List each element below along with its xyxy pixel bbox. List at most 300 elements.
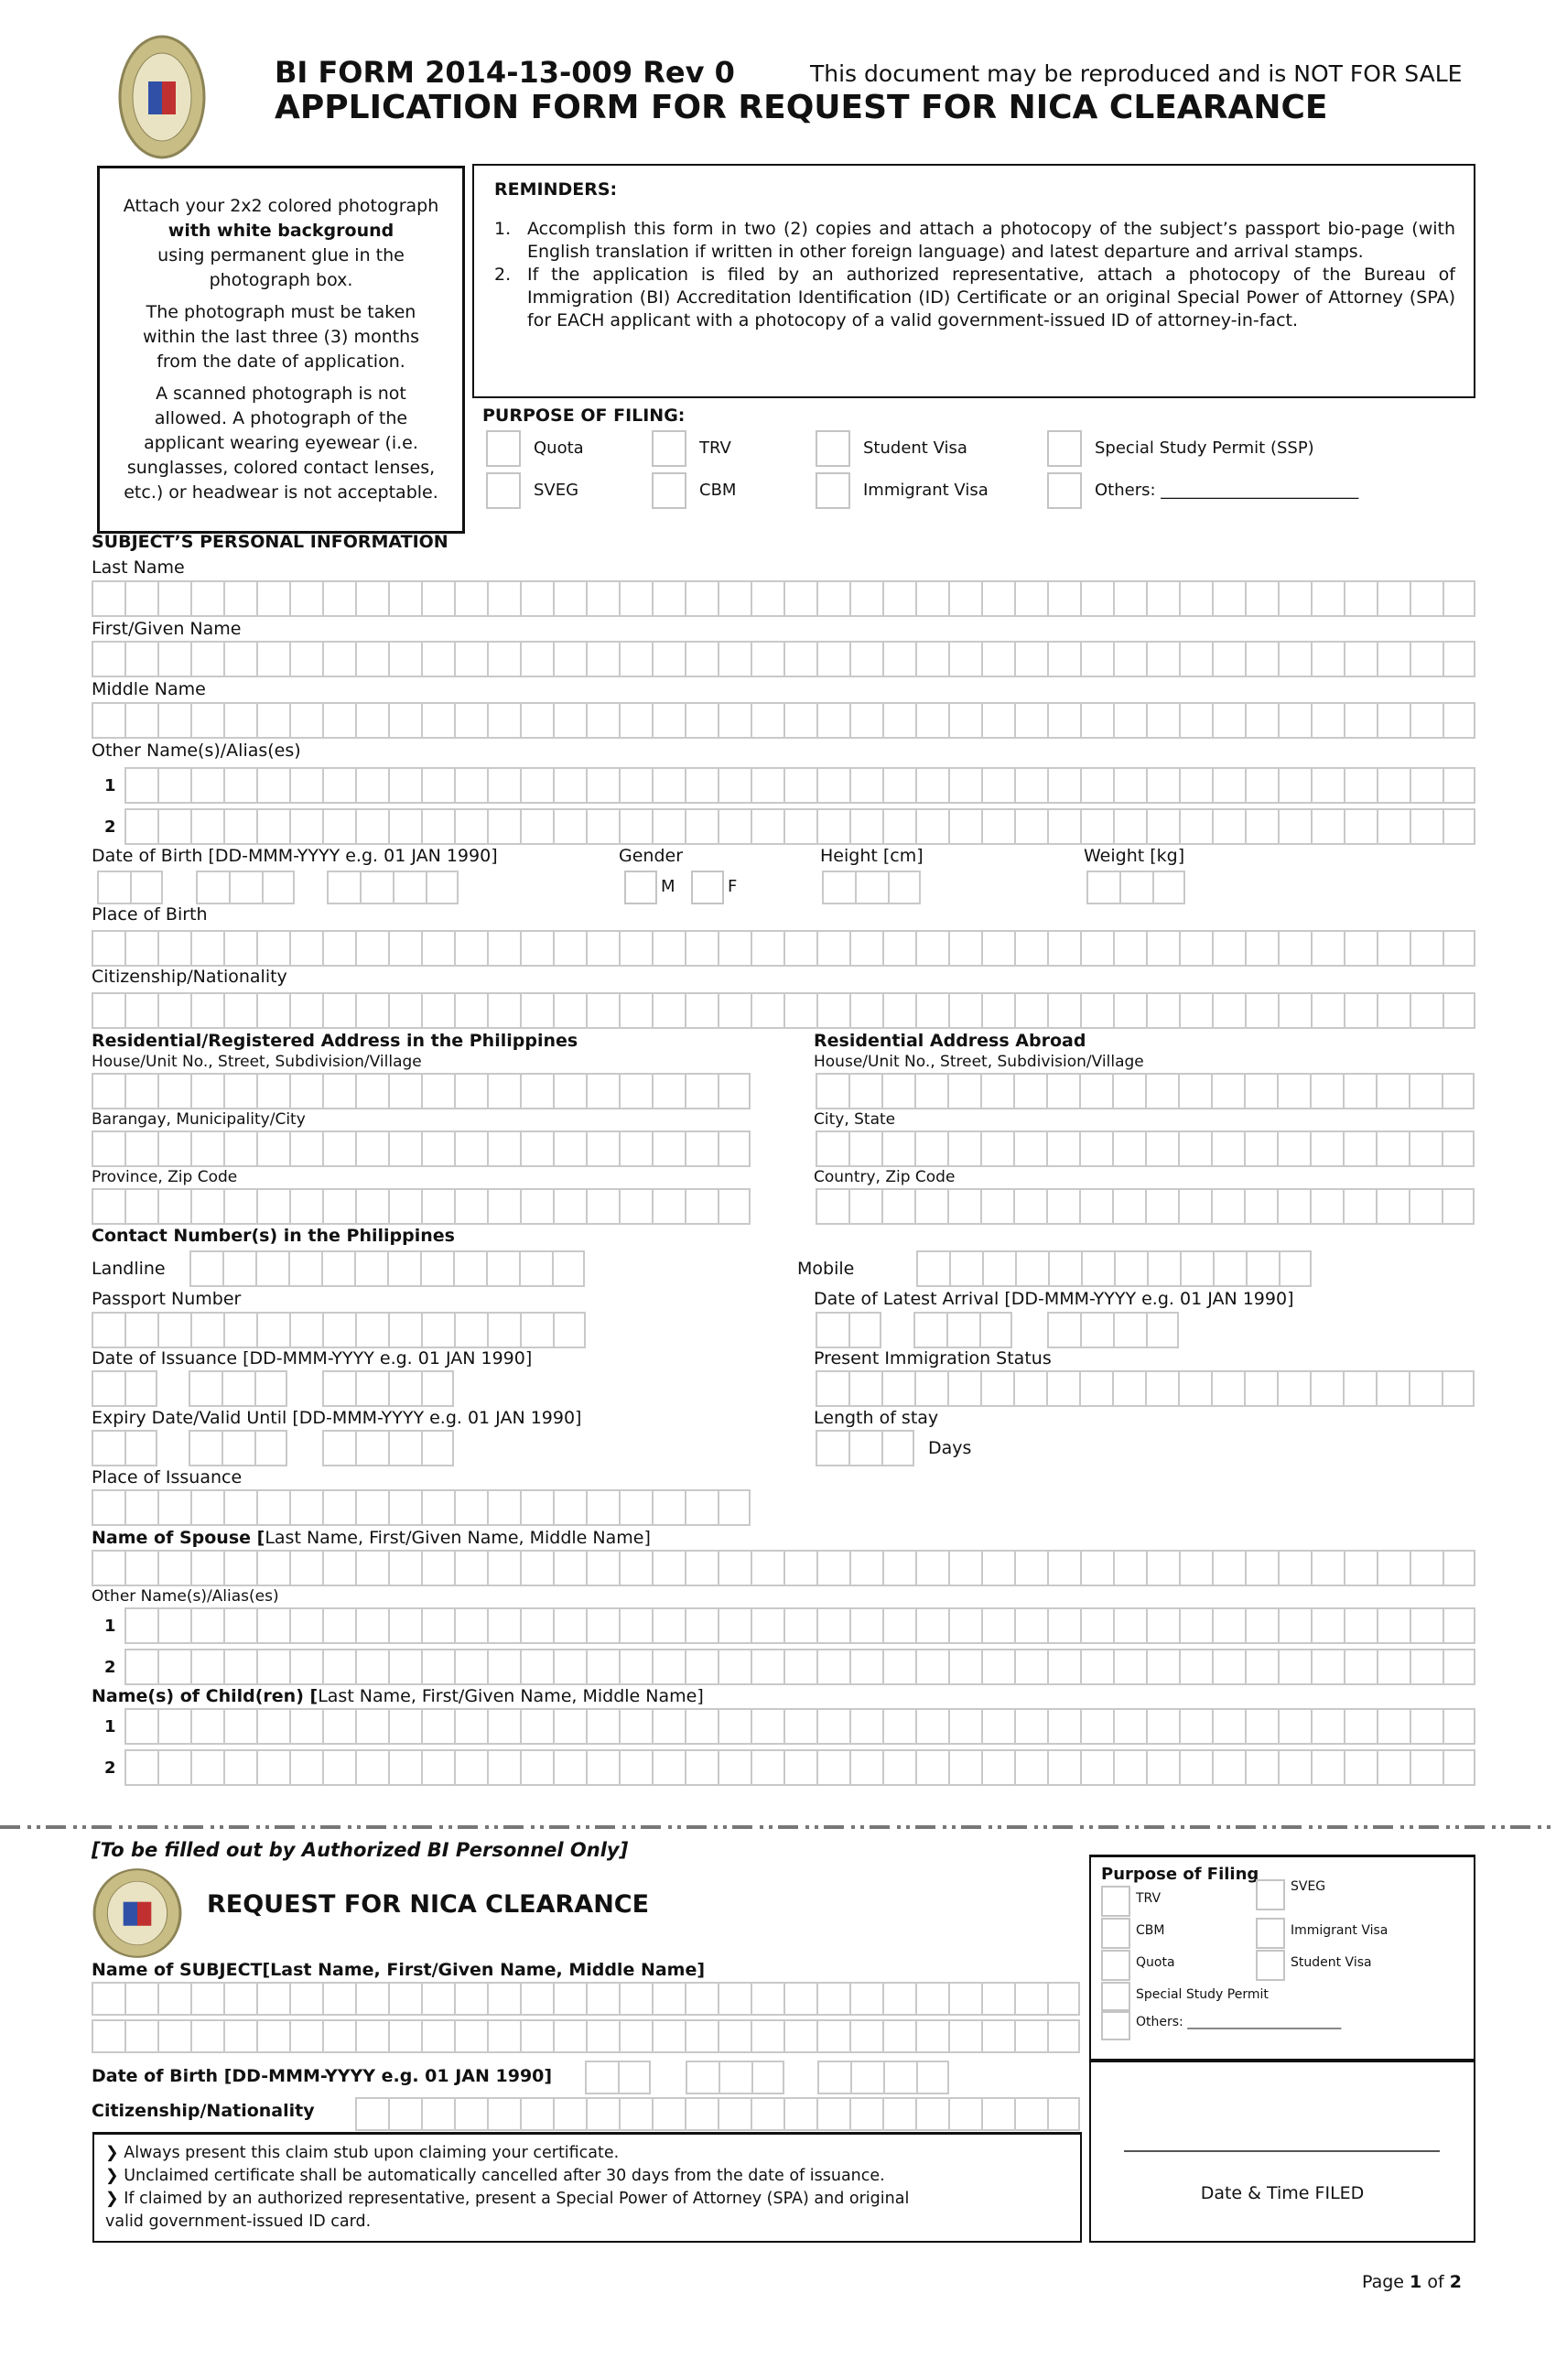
character-box[interactable] bbox=[1047, 1982, 1080, 2016]
character-box[interactable] bbox=[1443, 1749, 1475, 1786]
character-box[interactable] bbox=[883, 2061, 916, 2094]
character-box[interactable] bbox=[1344, 1649, 1377, 1685]
character-box[interactable] bbox=[1112, 1073, 1145, 1109]
character-box[interactable] bbox=[652, 1188, 685, 1225]
character-box[interactable] bbox=[157, 808, 190, 845]
character-box[interactable] bbox=[124, 1073, 157, 1109]
character-box[interactable] bbox=[189, 1430, 222, 1466]
character-box[interactable] bbox=[421, 1749, 454, 1786]
character-box[interactable] bbox=[1211, 1370, 1244, 1407]
character-box[interactable] bbox=[652, 1982, 685, 2016]
character-box[interactable] bbox=[718, 1749, 751, 1786]
character-box[interactable] bbox=[190, 1312, 223, 1348]
stub-purpose-checkbox[interactable] bbox=[1101, 1982, 1130, 2013]
character-box[interactable] bbox=[751, 580, 783, 617]
character-box[interactable] bbox=[1410, 702, 1443, 739]
character-box[interactable] bbox=[1409, 1130, 1442, 1167]
character-box[interactable] bbox=[618, 2061, 651, 2094]
character-box[interactable] bbox=[1179, 1649, 1212, 1685]
character-box[interactable] bbox=[1377, 580, 1410, 617]
character-box[interactable] bbox=[222, 1430, 254, 1466]
character-box[interactable] bbox=[1278, 808, 1311, 845]
character-box[interactable] bbox=[685, 1649, 718, 1685]
character-box[interactable] bbox=[1013, 1073, 1046, 1109]
character-box[interactable] bbox=[190, 1649, 223, 1685]
character-box[interactable] bbox=[915, 2019, 948, 2053]
character-box[interactable] bbox=[1212, 992, 1245, 1029]
character-box[interactable] bbox=[816, 1550, 849, 1586]
character-box[interactable] bbox=[948, 580, 981, 617]
character-box[interactable] bbox=[817, 2061, 850, 2094]
character-box[interactable] bbox=[454, 930, 487, 967]
character-box[interactable] bbox=[718, 580, 751, 617]
character-box[interactable] bbox=[1245, 1749, 1278, 1786]
character-box[interactable] bbox=[948, 992, 981, 1029]
character-box[interactable] bbox=[948, 641, 981, 677]
character-box[interactable] bbox=[888, 871, 921, 904]
character-box[interactable] bbox=[1113, 1649, 1146, 1685]
character-box[interactable] bbox=[1244, 1188, 1277, 1225]
character-box[interactable] bbox=[718, 1649, 751, 1685]
character-box[interactable] bbox=[751, 2019, 783, 2053]
character-box[interactable] bbox=[915, 1649, 948, 1685]
character-box[interactable] bbox=[124, 1130, 157, 1167]
character-box[interactable] bbox=[1047, 992, 1080, 1029]
character-box[interactable] bbox=[487, 1708, 520, 1745]
ph-province-input[interactable] bbox=[92, 1188, 751, 1225]
character-box[interactable] bbox=[1311, 702, 1344, 739]
character-box[interactable] bbox=[1047, 2019, 1080, 2053]
middle-name-input[interactable] bbox=[92, 702, 1475, 739]
character-box[interactable] bbox=[1443, 808, 1475, 845]
character-box[interactable] bbox=[355, 1550, 388, 1586]
character-box[interactable] bbox=[289, 1749, 322, 1786]
character-box[interactable] bbox=[652, 767, 685, 804]
character-box[interactable] bbox=[849, 1708, 882, 1745]
character-box[interactable] bbox=[981, 1749, 1014, 1786]
character-box[interactable] bbox=[619, 1649, 652, 1685]
character-box[interactable] bbox=[223, 1130, 256, 1167]
character-box[interactable] bbox=[92, 1312, 124, 1348]
character-box[interactable] bbox=[1013, 1370, 1046, 1407]
character-box[interactable] bbox=[355, 1749, 388, 1786]
character-box[interactable] bbox=[322, 1130, 355, 1167]
character-box[interactable] bbox=[849, 580, 882, 617]
character-box[interactable] bbox=[685, 1607, 718, 1644]
character-box[interactable] bbox=[322, 930, 355, 967]
character-box[interactable] bbox=[1212, 1649, 1245, 1685]
character-box[interactable] bbox=[487, 992, 520, 1029]
character-box[interactable] bbox=[124, 808, 157, 845]
character-box[interactable] bbox=[1245, 1649, 1278, 1685]
character-box[interactable] bbox=[1311, 767, 1344, 804]
character-box[interactable] bbox=[1377, 808, 1410, 845]
character-box[interactable] bbox=[947, 1130, 980, 1167]
character-box[interactable] bbox=[1047, 808, 1080, 845]
character-box[interactable] bbox=[421, 992, 454, 1029]
character-box[interactable] bbox=[355, 1073, 388, 1109]
character-box[interactable] bbox=[816, 1982, 849, 2016]
character-box[interactable] bbox=[1147, 1250, 1180, 1287]
character-box[interactable] bbox=[1311, 580, 1344, 617]
character-box[interactable] bbox=[553, 1073, 586, 1109]
character-box[interactable] bbox=[1212, 1749, 1245, 1786]
character-box[interactable] bbox=[520, 1982, 553, 2016]
character-box[interactable] bbox=[454, 702, 487, 739]
character-box[interactable] bbox=[882, 2097, 915, 2131]
character-box[interactable] bbox=[586, 1188, 619, 1225]
character-box[interactable] bbox=[619, 1607, 652, 1644]
character-box[interactable] bbox=[751, 1607, 783, 1644]
character-box[interactable] bbox=[718, 1073, 751, 1109]
character-box[interactable] bbox=[289, 580, 322, 617]
character-box[interactable] bbox=[553, 808, 586, 845]
character-box[interactable] bbox=[388, 1607, 421, 1644]
character-box[interactable] bbox=[1013, 1130, 1046, 1167]
character-box[interactable] bbox=[355, 1982, 388, 2016]
character-box[interactable] bbox=[685, 992, 718, 1029]
character-box[interactable] bbox=[322, 641, 355, 677]
character-box[interactable] bbox=[915, 1982, 948, 2016]
character-box[interactable] bbox=[553, 1708, 586, 1745]
character-box[interactable] bbox=[586, 641, 619, 677]
character-box[interactable] bbox=[1146, 1649, 1179, 1685]
character-box[interactable] bbox=[1080, 1749, 1113, 1786]
character-box[interactable] bbox=[157, 1489, 190, 1526]
character-box[interactable] bbox=[718, 1550, 751, 1586]
character-box[interactable] bbox=[652, 808, 685, 845]
character-box[interactable] bbox=[586, 992, 619, 1029]
character-box[interactable] bbox=[849, 808, 882, 845]
character-box[interactable] bbox=[652, 992, 685, 1029]
character-box[interactable] bbox=[421, 1073, 454, 1109]
character-box[interactable] bbox=[223, 767, 256, 804]
character-box[interactable] bbox=[848, 1130, 881, 1167]
character-box[interactable] bbox=[882, 580, 915, 617]
character-box[interactable] bbox=[388, 1708, 421, 1745]
character-box[interactable] bbox=[553, 1489, 586, 1526]
character-box[interactable] bbox=[619, 1489, 652, 1526]
character-box[interactable] bbox=[718, 1708, 751, 1745]
character-box[interactable] bbox=[949, 1250, 982, 1287]
character-box[interactable] bbox=[783, 1607, 816, 1644]
character-box[interactable] bbox=[619, 1188, 652, 1225]
character-box[interactable] bbox=[1014, 580, 1047, 617]
stub-citizenship-input[interactable] bbox=[355, 2097, 1080, 2131]
character-box[interactable] bbox=[1080, 580, 1113, 617]
character-box[interactable] bbox=[322, 2019, 355, 2053]
character-box[interactable] bbox=[783, 1649, 816, 1685]
character-box[interactable] bbox=[223, 808, 256, 845]
character-box[interactable] bbox=[1113, 1550, 1146, 1586]
character-box[interactable] bbox=[1311, 808, 1344, 845]
character-box[interactable] bbox=[1112, 1188, 1145, 1225]
character-box[interactable] bbox=[124, 930, 157, 967]
character-box[interactable] bbox=[1212, 1607, 1245, 1644]
character-box[interactable] bbox=[289, 767, 322, 804]
character-box[interactable] bbox=[322, 1550, 355, 1586]
character-box[interactable] bbox=[1113, 1749, 1146, 1786]
character-box[interactable] bbox=[289, 1188, 322, 1225]
character-box[interactable] bbox=[1179, 930, 1212, 967]
character-box[interactable] bbox=[948, 2097, 981, 2131]
character-box[interactable] bbox=[421, 1430, 454, 1466]
character-box[interactable] bbox=[189, 1370, 222, 1407]
character-box[interactable] bbox=[520, 930, 553, 967]
character-box[interactable] bbox=[1410, 992, 1443, 1029]
character-box[interactable] bbox=[1112, 1370, 1145, 1407]
character-box[interactable] bbox=[289, 1607, 322, 1644]
height-input[interactable] bbox=[822, 871, 921, 904]
character-box[interactable] bbox=[553, 1188, 586, 1225]
character-box[interactable] bbox=[652, 1649, 685, 1685]
character-box[interactable] bbox=[289, 2019, 322, 2053]
character-box[interactable] bbox=[1179, 580, 1212, 617]
stub-dob-month[interactable] bbox=[686, 2061, 784, 2094]
character-box[interactable] bbox=[1212, 702, 1245, 739]
character-box[interactable] bbox=[1443, 1607, 1475, 1644]
character-box[interactable] bbox=[321, 1250, 354, 1287]
character-box[interactable] bbox=[982, 1250, 1015, 1287]
character-box[interactable] bbox=[1277, 1370, 1310, 1407]
character-box[interactable] bbox=[190, 1130, 223, 1167]
character-box[interactable] bbox=[388, 2097, 421, 2131]
character-box[interactable] bbox=[97, 871, 130, 904]
character-box[interactable] bbox=[816, 992, 849, 1029]
character-box[interactable] bbox=[289, 702, 322, 739]
character-box[interactable] bbox=[223, 1982, 256, 2016]
character-box[interactable] bbox=[1442, 1130, 1475, 1167]
spouse-input[interactable] bbox=[92, 1550, 1475, 1586]
character-box[interactable] bbox=[1080, 1649, 1113, 1685]
character-box[interactable] bbox=[915, 2097, 948, 2131]
character-box[interactable] bbox=[1410, 930, 1443, 967]
character-box[interactable] bbox=[190, 1073, 223, 1109]
character-box[interactable] bbox=[1146, 1607, 1179, 1644]
character-box[interactable] bbox=[685, 641, 718, 677]
character-box[interactable] bbox=[388, 580, 421, 617]
character-box[interactable] bbox=[652, 2097, 685, 2131]
character-box[interactable] bbox=[1146, 1550, 1179, 1586]
character-box[interactable] bbox=[223, 930, 256, 967]
character-box[interactable] bbox=[586, 1607, 619, 1644]
character-box[interactable] bbox=[619, 767, 652, 804]
character-box[interactable] bbox=[157, 1073, 190, 1109]
character-box[interactable] bbox=[881, 1430, 914, 1466]
character-box[interactable] bbox=[520, 1708, 553, 1745]
character-box[interactable] bbox=[1244, 1370, 1277, 1407]
character-box[interactable] bbox=[1047, 1708, 1080, 1745]
character-box[interactable] bbox=[256, 1649, 289, 1685]
character-box[interactable] bbox=[718, 1489, 751, 1526]
immigration-status-input[interactable] bbox=[816, 1370, 1475, 1407]
character-box[interactable] bbox=[948, 767, 981, 804]
character-box[interactable] bbox=[849, 2019, 882, 2053]
character-box[interactable] bbox=[751, 1550, 783, 1586]
character-box[interactable] bbox=[1343, 1073, 1376, 1109]
character-box[interactable] bbox=[718, 1130, 751, 1167]
purpose-checkbox[interactable] bbox=[652, 430, 686, 467]
character-box[interactable] bbox=[1047, 930, 1080, 967]
character-box[interactable] bbox=[1146, 1708, 1179, 1745]
character-box[interactable] bbox=[586, 702, 619, 739]
character-box[interactable] bbox=[421, 2019, 454, 2053]
character-box[interactable] bbox=[1046, 1073, 1079, 1109]
character-box[interactable] bbox=[882, 1749, 915, 1786]
character-box[interactable] bbox=[1409, 1073, 1442, 1109]
character-box[interactable] bbox=[1080, 930, 1113, 967]
character-box[interactable] bbox=[1180, 1250, 1213, 1287]
character-box[interactable] bbox=[1146, 641, 1179, 677]
character-box[interactable] bbox=[586, 2019, 619, 2053]
character-box[interactable] bbox=[190, 1550, 223, 1586]
character-box[interactable] bbox=[426, 871, 459, 904]
character-box[interactable] bbox=[1211, 1073, 1244, 1109]
character-box[interactable] bbox=[1080, 1607, 1113, 1644]
character-box[interactable] bbox=[913, 1312, 946, 1348]
character-box[interactable] bbox=[1048, 1250, 1081, 1287]
character-box[interactable] bbox=[223, 1749, 256, 1786]
character-box[interactable] bbox=[553, 702, 586, 739]
character-box[interactable] bbox=[288, 1250, 321, 1287]
character-box[interactable] bbox=[124, 580, 157, 617]
stub-purpose-checkbox[interactable] bbox=[1101, 1950, 1130, 1981]
character-box[interactable] bbox=[520, 1130, 553, 1167]
character-box[interactable] bbox=[157, 1749, 190, 1786]
character-box[interactable] bbox=[1146, 992, 1179, 1029]
character-box[interactable] bbox=[1245, 1607, 1278, 1644]
character-box[interactable] bbox=[981, 641, 1014, 677]
character-box[interactable] bbox=[355, 1489, 388, 1526]
character-box[interactable] bbox=[882, 808, 915, 845]
character-box[interactable] bbox=[948, 1607, 981, 1644]
character-box[interactable] bbox=[223, 641, 256, 677]
character-box[interactable] bbox=[454, 1708, 487, 1745]
character-box[interactable] bbox=[981, 1982, 1014, 2016]
character-box[interactable] bbox=[223, 1550, 256, 1586]
character-box[interactable] bbox=[262, 871, 295, 904]
character-box[interactable] bbox=[1212, 1708, 1245, 1745]
character-box[interactable] bbox=[124, 992, 157, 1029]
character-box[interactable] bbox=[981, 2097, 1014, 2131]
citizenship-input[interactable] bbox=[92, 992, 1475, 1029]
character-box[interactable] bbox=[486, 1250, 519, 1287]
character-box[interactable] bbox=[190, 2019, 223, 2053]
character-box[interactable] bbox=[355, 1607, 388, 1644]
alias-1-input[interactable] bbox=[124, 767, 1475, 804]
character-box[interactable] bbox=[1311, 1607, 1344, 1644]
character-box[interactable] bbox=[322, 808, 355, 845]
abroad-city-input[interactable] bbox=[816, 1130, 1475, 1167]
character-box[interactable] bbox=[256, 1188, 289, 1225]
character-box[interactable] bbox=[388, 1073, 421, 1109]
gender-female-checkbox[interactable] bbox=[691, 871, 724, 904]
character-box[interactable] bbox=[124, 702, 157, 739]
character-box[interactable] bbox=[586, 1749, 619, 1786]
character-box[interactable] bbox=[980, 1188, 1013, 1225]
character-box[interactable] bbox=[1212, 808, 1245, 845]
character-box[interactable] bbox=[783, 641, 816, 677]
character-box[interactable] bbox=[1244, 1130, 1277, 1167]
character-box[interactable] bbox=[1443, 767, 1475, 804]
character-box[interactable] bbox=[553, 1607, 586, 1644]
character-box[interactable] bbox=[1409, 1188, 1442, 1225]
character-box[interactable] bbox=[1152, 871, 1185, 904]
character-box[interactable] bbox=[1179, 641, 1212, 677]
character-box[interactable] bbox=[1245, 1550, 1278, 1586]
character-box[interactable] bbox=[190, 580, 223, 617]
character-box[interactable] bbox=[157, 1607, 190, 1644]
character-box[interactable] bbox=[322, 1649, 355, 1685]
character-box[interactable] bbox=[256, 1708, 289, 1745]
character-box[interactable] bbox=[882, 1607, 915, 1644]
character-box[interactable] bbox=[520, 1489, 553, 1526]
character-box[interactable] bbox=[553, 580, 586, 617]
character-box[interactable] bbox=[520, 1073, 553, 1109]
character-box[interactable] bbox=[157, 930, 190, 967]
character-box[interactable] bbox=[92, 580, 124, 617]
character-box[interactable] bbox=[685, 1489, 718, 1526]
character-box[interactable] bbox=[948, 930, 981, 967]
character-box[interactable] bbox=[1377, 930, 1410, 967]
character-box[interactable] bbox=[254, 1370, 287, 1407]
character-box[interactable] bbox=[718, 808, 751, 845]
character-box[interactable] bbox=[1377, 1749, 1410, 1786]
character-box[interactable] bbox=[981, 1708, 1014, 1745]
character-box[interactable] bbox=[520, 1749, 553, 1786]
character-box[interactable] bbox=[196, 871, 229, 904]
character-box[interactable] bbox=[190, 767, 223, 804]
character-box[interactable] bbox=[1443, 930, 1475, 967]
character-box[interactable] bbox=[1014, 767, 1047, 804]
character-box[interactable] bbox=[289, 1649, 322, 1685]
character-box[interactable] bbox=[915, 1708, 948, 1745]
character-box[interactable] bbox=[586, 1073, 619, 1109]
character-box[interactable] bbox=[849, 992, 882, 1029]
character-box[interactable] bbox=[783, 580, 816, 617]
character-box[interactable] bbox=[157, 1649, 190, 1685]
character-box[interactable] bbox=[1014, 1982, 1047, 2016]
character-box[interactable] bbox=[256, 1489, 289, 1526]
character-box[interactable] bbox=[1279, 1250, 1312, 1287]
character-box[interactable] bbox=[254, 1430, 287, 1466]
character-box[interactable] bbox=[586, 2097, 619, 2131]
character-box[interactable] bbox=[1113, 580, 1146, 617]
character-box[interactable] bbox=[848, 1370, 881, 1407]
character-box[interactable] bbox=[421, 1607, 454, 1644]
character-box[interactable] bbox=[1086, 871, 1119, 904]
character-box[interactable] bbox=[1211, 1130, 1244, 1167]
character-box[interactable] bbox=[849, 702, 882, 739]
character-box[interactable] bbox=[751, 992, 783, 1029]
character-box[interactable] bbox=[421, 1370, 454, 1407]
character-box[interactable] bbox=[685, 580, 718, 617]
character-box[interactable] bbox=[1047, 1607, 1080, 1644]
character-box[interactable] bbox=[190, 641, 223, 677]
character-box[interactable] bbox=[92, 1370, 124, 1407]
character-box[interactable] bbox=[92, 930, 124, 967]
character-box[interactable] bbox=[783, 992, 816, 1029]
character-box[interactable] bbox=[1278, 992, 1311, 1029]
character-box[interactable] bbox=[718, 1982, 751, 2016]
last-name-input[interactable] bbox=[92, 580, 1475, 617]
character-box[interactable] bbox=[1113, 641, 1146, 677]
character-box[interactable] bbox=[223, 1607, 256, 1644]
character-box[interactable] bbox=[1112, 1130, 1145, 1167]
character-box[interactable] bbox=[190, 1708, 223, 1745]
dob-month-input[interactable] bbox=[196, 871, 295, 904]
character-box[interactable] bbox=[855, 871, 888, 904]
